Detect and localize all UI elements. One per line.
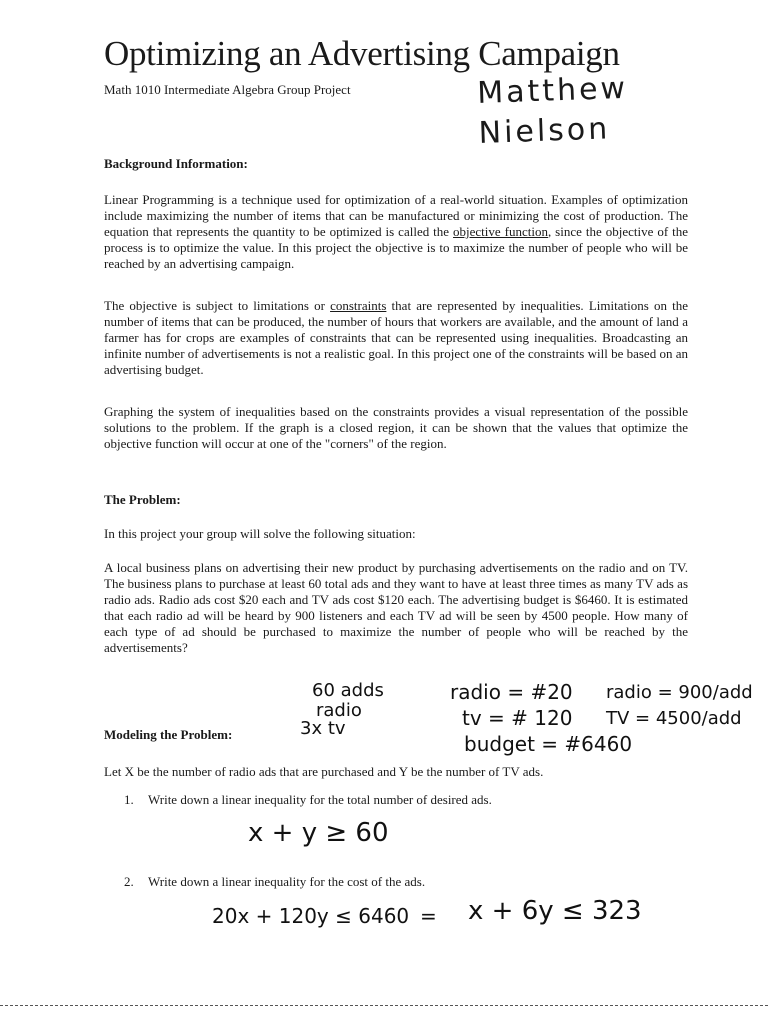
handwritten-answer-2-equals: = [420,904,437,928]
handwritten-note-tv-cost: tv = # 120 [462,706,573,730]
handwritten-note-tv-reach: TV = 4500/add [606,708,742,729]
handwritten-answer-2-simplified: x + 6y ≤ 323 [468,896,642,926]
constraints-term: constraints [330,298,387,313]
problem-heading: The Problem: [104,492,181,507]
handwritten-answer-2-cost: 20x + 120y ≤ 6460 [212,904,410,928]
handwritten-author-name: Matthew Nielson [476,70,629,151]
page-title: Optimizing an Advertising Campaign [104,34,620,73]
page-bottom-divider [0,1005,768,1006]
handwritten-note-60-ads: 60 adds [312,680,384,701]
background-paragraph-1: Linear Programming is a technique used for optimization of a real-world situation. Examples of optimization include maximizing the number of items that can be manufactured or minimizing the cost of production. The equation that represents the quantity to be optimized is called the objective function, since the objective of the process is to optimize the value. In this project the objective is to maximize the number of people who will be reached by an advertising campaign. [104,192,688,271]
handwritten-note-radio-cost: radio = #20 [450,680,573,704]
background-paragraph-3: Graphing the system of inequalities based on the constraints provides a visual representation of the possible solutions to the problem. If the graph is a closed region, it can be shown that the values that optimize the objective function will occur at one of the "corners" of the region. [104,404,688,451]
problem-text: A local business plans on advertising their new product by purchasing advertisements on the radio and on TV. The business plans to purchase at least 60 total ads and they want to have at least three times as many TV ads as radio ads. Radio ads cost $20 each and TV ads cost $120 each. The advertising budget is $6460. It is estimated that each radio ad will be heard by 900 listeners and each TV ad will be seen by 4500 people. How many of each type of ad should be purchased to maximize the number of people who will be reached by the advertisements? [104,560,688,655]
modeling-intro: Let X be the number of radio ads that are purchased and Y be the number of TV ads. [104,764,544,779]
question-2: 2. Write down a linear inequality for the cost of the ads. [124,874,426,889]
objective-function-term: objective function [453,224,548,239]
handwritten-note-radio-reach: radio = 900/add [606,682,753,703]
problem-intro: In this project your group will solve the following situation: [104,526,416,541]
question-1: 1. Write down a linear inequality for the total number of desired ads. [124,792,492,807]
modeling-heading: Modeling the Problem: [104,727,233,742]
handwritten-note-3x-tv: 3x tv [300,718,346,739]
page-subtitle: Math 1010 Intermediate Algebra Group Project [104,82,351,97]
handwritten-note-radio: radio [316,700,362,721]
handwritten-note-budget: budget = #6460 [464,732,633,756]
background-paragraph-2: The objective is subject to limitations or constraints that are represented by inequalities. Limitations on the number of items that can be produced, the number of hours that workers are available, and the amount of land a farmer has for crops are examples of constraints that can be represented using inequalities. Broadcasting an infinite number of advertisements is not a realistic goal. In this project one of the constraints will be based on an advertising budget. [104,298,688,377]
handwritten-answer-1: x + y ≥ 60 [248,818,389,848]
background-heading: Background Information: [104,156,248,171]
